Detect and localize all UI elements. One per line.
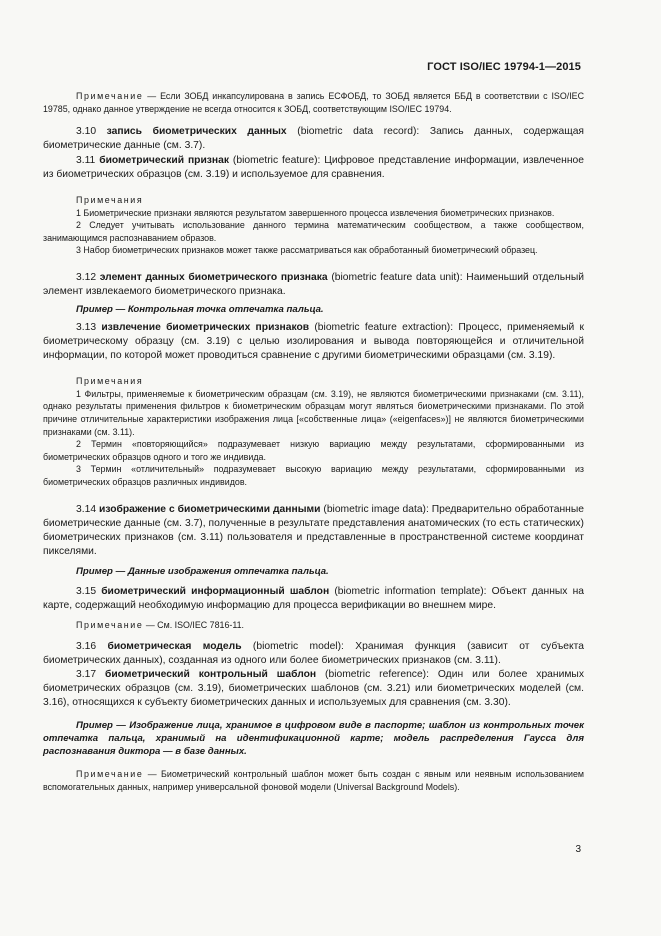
term-name: элемент данных биометрического признака	[99, 271, 328, 283]
notes-label	[43, 194, 584, 207]
term-number: 3.11	[76, 154, 96, 166]
term-number: 3.13	[76, 321, 97, 333]
notes-heading: Примечания	[76, 376, 144, 387]
example-3-14: Пример — Данные изображения отпечатка пальца.	[76, 566, 329, 578]
note-item: 1 Биометрические признаки являются результатом завершенного процесса извлечения биометрических признаков.	[76, 207, 555, 218]
term-definition: (biometric feature): Цифровое представление информации, извлеченное из биометрических образцов (см. 3.19) и используемое для сравнения.	[43, 154, 584, 180]
term-definition: (biometric image data): Предварительно обработанные биометрические данные (см. 3.7), полученные в результате представления анатомических (то есть статических) биометрических признаков (см. 3.11) пользователя и представленные в пространственной системе координат пикселями.	[43, 503, 584, 558]
term-definition: (biometric information template): Объект данных на карте, содержащий необходимую информацию для процесса верификации во внешнем мире.	[43, 585, 584, 611]
note-item: 3 Термин «отличительный» подразумевает высокую вариацию между результатами, сформированными из биометрических образцов различных индивидов.	[43, 464, 584, 487]
term-definition: (biometric feature extraction): Процесс, применяемый к биометрическому образцу (см. 3.19) с целью изолирования и вывода повторяющейся и отличительной информации, по которой может проводиться сравнение с другими биометрическими образцами (см. 3.19).	[43, 321, 584, 361]
term-number: 3.15	[76, 585, 97, 597]
term-definition: (biometric reference): Один или более хранимых биометрических образцов (см. 3.19), биометрических шаблонов (см. 3.21) или биометрических моделей (см. 3.16), относящихся к субъекту биометрических данных и используемых для сравнения (см. 3.30).	[43, 668, 584, 709]
note-3-17	[43, 768, 584, 793]
note-text: — Биометрический контрольный шаблон может быть создан с явным или неявным использованием вспомогательных данных, например универсальной фоновой модели (Universal Background Models).	[43, 769, 584, 792]
term-number: 3.10	[76, 126, 97, 138]
note-ezobd	[43, 90, 584, 115]
note-item: 1 Фильтры, применяемые к биометрическим образцам (см. 3.19), не являются биометрическими признаками (см. 3.11), однако результаты применения фильтров к биометрическим образцам могут являться биометрическими признаками. По этой причине отличительные характеристики изображения лица [«собственные лица» («eigenfaces»)] не являются биометрическими признаками (см. 3.11).	[43, 388, 584, 437]
term-name: биометрический признак	[99, 154, 229, 166]
note-label: Примечание	[76, 91, 144, 101]
term-number: 3.14	[76, 503, 97, 515]
note-label: Примечание	[76, 619, 144, 630]
note-item: 3 Набор биометрических признаков может также рассматриваться как обработанный биометрический образец.	[76, 245, 538, 256]
term-3-15	[43, 585, 584, 613]
term-3-12	[43, 271, 584, 299]
term-3-13	[43, 321, 584, 364]
page-content	[43, 90, 584, 793]
term-3-17	[43, 668, 584, 711]
term-number: 3.17	[76, 668, 97, 680]
term-name: биометрический контрольный шаблон	[104, 668, 317, 680]
note-text: — Если ЗОБД инкапсулирована в запись ЕСФОБД, то ЗОБД является ББД в соответствии с ISO/IEC 19785, однако данное утверждение не всегда относится к ЗОБД, соответствующим ISO/IEC 19794.	[43, 91, 584, 114]
term-name: запись биометрических данных	[106, 126, 287, 138]
term-3-10	[43, 125, 584, 153]
term-3-14	[43, 503, 584, 560]
term-3-16	[43, 640, 584, 668]
term-number: 3.16	[76, 640, 97, 652]
note-item: 2 Следует учитывать использование данного термина математическим сообществом, а также сообществом, занимающимся распознаванием образов.	[43, 220, 584, 243]
note-text: — См. ISO/IEC 7816-11.	[143, 619, 245, 630]
term-definition: (biometric data record): Запись данных, содержащая биометрические данные (см. 3.7).	[43, 126, 584, 152]
term-name: извлечение биометрических признаков	[101, 321, 310, 333]
term-definition: (biometric feature data unit): Наименьший отдельный элемент извлекаемого биометрического признака.	[43, 271, 584, 298]
term-name: биометрическая модель	[107, 640, 242, 652]
term-number: 3.12	[76, 271, 97, 283]
example-3-12: Пример — Контрольная точка отпечатка пальца.	[76, 304, 324, 316]
notes-heading: Примечания	[76, 195, 144, 205]
page-number: 3	[575, 844, 581, 855]
note-item: 2 Термин «повторяющийся» подразумевает низкую вариацию между результатами, сформированными из биометрических образцов одного и того же индивида.	[43, 439, 584, 462]
note-3-15	[43, 619, 584, 632]
term-name: биометрический информационный шаблон	[101, 585, 330, 597]
term-name: изображение с биометрическими данными	[99, 503, 321, 515]
note-label: Примечание	[76, 769, 144, 780]
document-code: ГОСТ ISO/IEC 19794-1—2015	[427, 61, 581, 73]
notes-label	[43, 375, 584, 388]
term-definition: (biometric model): Хранимая функция (зависит от субъекта биометрических данных), созданная из одного или более биометрических признаков (см. 3.11).	[43, 640, 584, 666]
example-3-17: Пример — Изображение лица, хранимое в цифровом виде в паспорте; шаблон из контрольных точек отпечатка пальца, хранимый на идентификационной карте; модель распределения Гаусса для распознавания диктора — в базе данных.	[43, 719, 584, 757]
term-3-11	[43, 154, 584, 182]
